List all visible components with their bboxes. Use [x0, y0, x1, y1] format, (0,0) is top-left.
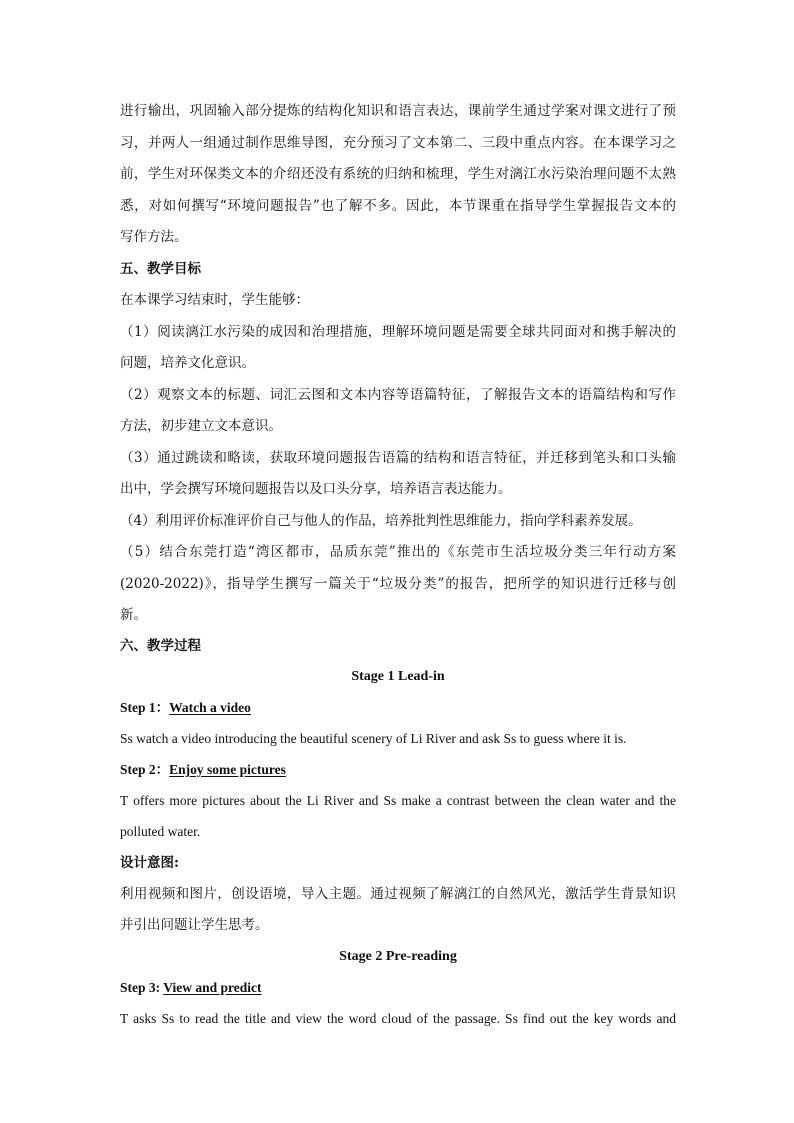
objective-line: （5）结合东莞打造“湾区都市，品质东莞”推出的《东莞市生活垃圾分类三年行动方案	[120, 544, 676, 560]
step-label: Step 3:	[120, 980, 164, 995]
objective-line: （2）观察文本的标题、词汇云图和文本内容等语篇特征，了解报告文本的语篇结构和写作	[120, 387, 676, 403]
step-text: T asks Ss to read the title and view the word cloud of the passage. Ss find out the key words and	[120, 1011, 676, 1026]
paragraph-line: 写作方法。	[120, 229, 188, 245]
design-intent-text: 并引出问题让学生思考。	[120, 917, 269, 933]
paragraph-line: 前，学生对环保类文本的介绍还没有系统的归纳和梳理，学生对漓江水污染治理问题不太熟	[120, 166, 676, 182]
objective-line: （4）利用评价标准评价自己与他人的作品，培养批判性思维能力，指向学科素养发展。	[120, 513, 642, 529]
step-title: View and predict	[163, 980, 262, 995]
step-label: Step 1：	[120, 700, 170, 715]
paragraph-line: 悉，对如何撰写“环境问题报告”也了解不多。因此，本节课重在指导学生掌握报告文本的	[120, 198, 676, 214]
step-title: Enjoy some pictures	[169, 762, 286, 777]
stage-heading: Stage 2 Pre-reading	[339, 949, 457, 964]
objectives-intro: 在本课学习结束时，学生能够：	[120, 292, 309, 308]
step-heading	[120, 978, 676, 998]
step-text: T offers more pictures about the Li River and Ss make a contrast between the clean water and the	[120, 793, 676, 808]
step-heading	[120, 698, 676, 718]
step-text: polluted water.	[120, 824, 201, 839]
objective-line: 问题，培养文化意识。	[120, 355, 255, 371]
step-label: Step 2：	[120, 762, 170, 777]
objective-line: 方法，初步建立文本意识。	[120, 418, 282, 434]
paragraph-line: 习，并两人一组通过制作思维导图，充分预习了文本第二、三段中重点内容。在本课学习之	[120, 135, 676, 151]
step-heading	[120, 760, 676, 780]
section-heading-process: 六、教学过程	[120, 638, 201, 654]
step-text: Ss watch a video introducing the beautiful scenery of Li River and ask Ss to guess where it is.	[120, 731, 627, 746]
objective-line: 新。	[120, 607, 147, 623]
objective-line: (2020-2022)》，指导学生撰写一篇关于“垃圾分类”的报告，把所学的知识进行迁移与创	[120, 576, 676, 592]
objective-line: 出中，学会撰写环境问题报告以及口头分享，培养语言表达能力。	[120, 481, 512, 497]
section-heading-objectives: 五、教学目标	[120, 261, 201, 277]
objective-line: （1）阅读漓江水污染的成因和治理措施，理解环境问题是需要全球共同面对和携手解决的	[120, 324, 676, 340]
objective-line: （3）通过跳读和略读，获取环境问题报告语篇的结构和语言特征，并迁移到笔头和口头输	[120, 450, 676, 466]
paragraph-line: 进行输出，巩固输入部分提炼的结构化知识和语言表达，课前学生通过学案对课文进行了预	[120, 103, 676, 119]
step-title: Watch a video	[169, 700, 251, 715]
design-intent-label: 设计意图:	[120, 855, 179, 871]
design-intent-text: 利用视频和图片，创设语境，导入主题。通过视频了解漓江的自然风光，激活学生背景知识	[120, 886, 676, 902]
stage-heading: Stage 1 Lead-in	[351, 669, 445, 684]
